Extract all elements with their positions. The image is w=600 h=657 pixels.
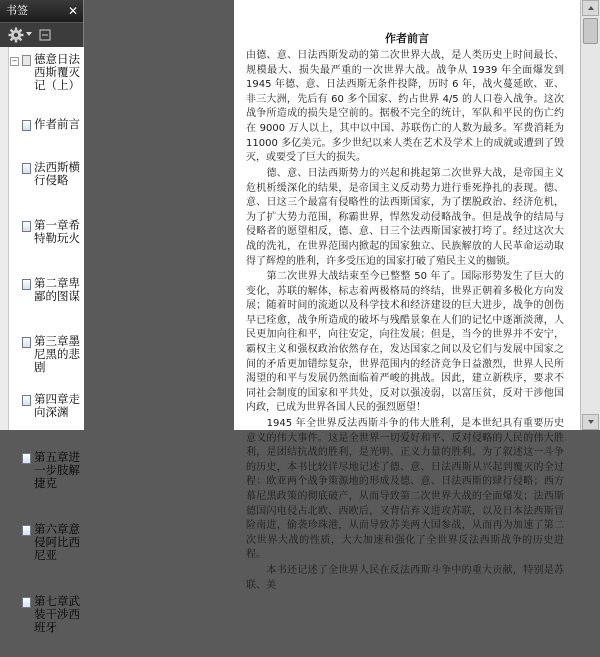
- bookmarks-panel-title: 书签: [6, 4, 28, 17]
- bookmark-chapter-7[interactable]: [8, 594, 84, 657]
- bookmark-root[interactable]: [8, 52, 84, 115]
- bookmark-label: 第三章墨尼黑的悲剧: [34, 334, 80, 374]
- scroll-thumb[interactable]: [583, 18, 598, 44]
- bookmarks-panel-header: [0, 0, 83, 22]
- bookmark-icon: [22, 163, 31, 174]
- bookmark-label: 第七章武装干涉西班牙: [34, 594, 80, 634]
- bookmark-chapter-3[interactable]: [8, 334, 84, 387]
- bookmark-chapter-1[interactable]: [8, 218, 84, 271]
- bookmark-chapter-6[interactable]: [8, 522, 84, 585]
- bookmark-icon: [22, 55, 31, 66]
- bookmark-fascist-aggression[interactable]: [8, 160, 84, 213]
- bookmark-label: 第六章意侵阿比西尼亚: [34, 522, 80, 562]
- bookmark-tree: [0, 47, 84, 634]
- bookmark-chapter-2[interactable]: [8, 276, 84, 329]
- vertical-scrollbar[interactable]: [580, 0, 600, 430]
- bookmark-icon: [22, 279, 31, 290]
- bookmark-chapter-5[interactable]: [8, 450, 84, 513]
- bookmark-label: 第五章进一步肢解捷克: [34, 450, 80, 490]
- bookmark-label: 法西斯横行侵略: [34, 160, 80, 187]
- close-icon[interactable]: ✕: [67, 4, 79, 18]
- document-page: [234, 0, 580, 591]
- page-title: 作者前言: [385, 32, 429, 45]
- bookmark-icon: [22, 597, 31, 608]
- bookmark-chapter-4[interactable]: [8, 392, 84, 445]
- scroll-up-button[interactable]: [582, 0, 599, 16]
- bookmark-icon: [22, 525, 31, 536]
- gear-icon[interactable]: [8, 27, 24, 43]
- bookmark-icon: [22, 453, 31, 464]
- bookmark-icon: [22, 120, 31, 131]
- bookmark-label: 第四章走向深渊: [34, 392, 80, 419]
- chevron-down-icon[interactable]: [26, 32, 32, 36]
- bookmark-preface[interactable]: [8, 117, 84, 160]
- bookmark-label: 第一章希特勒玩火: [34, 218, 80, 245]
- bookmarks-panel: [0, 0, 84, 634]
- expand-bookmark-icon[interactable]: [38, 28, 52, 42]
- paragraph-2: 德、意、日法西斯势力的兴起和挑起第二次世界大战，是帝国主义危机析缓深化的结果，是帝国主义反动势力进行垂死挣扎的表现。德、意、日这三个最富有侵略性的法西斯国家，为了摆脱政治、经济危机，为了扩大势力范围，称霸世界，悍然发动侵略战争。但是战争的结局与侵略者的愿望相反，德、意、日三个法西斯国家被打垮了。经过这次大战的洗礼，在世界范围内掀起的国家独立、民族解放的人民革命运动取得了辉煌的胜利，许多受压迫的国家打破了殖民主义的枷锁。: [246, 168, 564, 267]
- bookmark-label: 作者前言: [34, 117, 80, 131]
- bookmark-icon: [22, 337, 31, 348]
- scroll-down-button[interactable]: [582, 414, 599, 430]
- bookmark-icon: [22, 221, 31, 232]
- paragraph-4: 1945 年全世界反法西斯斗争的伟大胜利，是本世纪具有重要历史意义的伟大事件。这是全世界一切爱好和平、反对侵略的人民的伟大胜利，是团结抗战的胜利，是光明、正义力量的胜利。为了叙述这一斗争的历史，本书比较详尽地记述了德、意、日法西斯从兴起到覆灭的全过程：欧亚两个战争策源地的形成及德、意、日法西斯的肆行侵略；西方慕尼黑政策的彻底破产，从而导致第二次世界大战的全面爆发；法西斯德国闪电侵占北欧、西欧后，又背信弃义进攻苏联，以及日本法西斯冒险南进，偷袭珍珠港，从而导致苏美两大国参战，从而再为加速了第二次世界大战的性质，大大加速和强化了全世界反法西斯战争的历史进程。: [246, 418, 564, 561]
- bookmark-label: 德意日法西斯覆灭记（上）: [34, 52, 80, 92]
- paragraph-1: 由德、意、日法西斯发动的第二次世界大战，是人类历史上时间最长、规模最大、损失最严重的一次世界大战。战争从 1939 年全面爆发到 1945 年德、意、日法西斯无条件投降，历时 6 年，战火蔓延欧、亚、非三大洲，先后有 60 多个国家、约占世界 4/5 的人口卷入战争。这次战争所造成的损失是空前的。据极不完全的统计，军队和平民的伤亡约在 9000 万人以上，其中以中国、苏联伤亡的人数为最多。军费消耗为 11000 多亿美元。多少世纪以来人类在艺术及学术上的成就或遭到了毁灭，或要受了巨大的损失。: [246, 50, 564, 164]
- bookmark-icon: [22, 395, 31, 406]
- collapse-toggle-icon[interactable]: −: [11, 57, 18, 65]
- bookmarks-toolbar: [0, 22, 83, 47]
- paragraph-3: 第二次世界大战结束至今已整整 50 年了。国际形势发生了巨大的变化，苏联的解体，标志着两极格局的终结，世界正朝着多极化方向发展；随着时间的流逝以及科学技术和经济建设的巨大进步，战争的创伤早已痊愈，战争所造成的破坏与残酷景象在人们的记忆中逐渐淡薄，人民更加向往和平，向往安定，向往发展；但是，当今的世界并不安宁，霸权主义和强权政治依然存在，发达国家之间以及它们与发展中国家之间的矛盾更加错综复杂，世界范围内的经济竞争日益激烈，世界人民所渴望的和平与发展仍然面临着严峻的挑战。因此，建立新秩序，要求不同社会制度的国家和平共处，反对以强凌弱，以富压贫，反对干涉他国内政，已成为世界各国人民的强烈愿望！: [246, 271, 564, 414]
- paragraph-5: 本书还记述了全世界人民在反法西斯斗争中的重大贡献，特别是苏联、美: [246, 565, 564, 591]
- bookmark-label: 第二章卑鄙的图谋: [34, 276, 80, 303]
